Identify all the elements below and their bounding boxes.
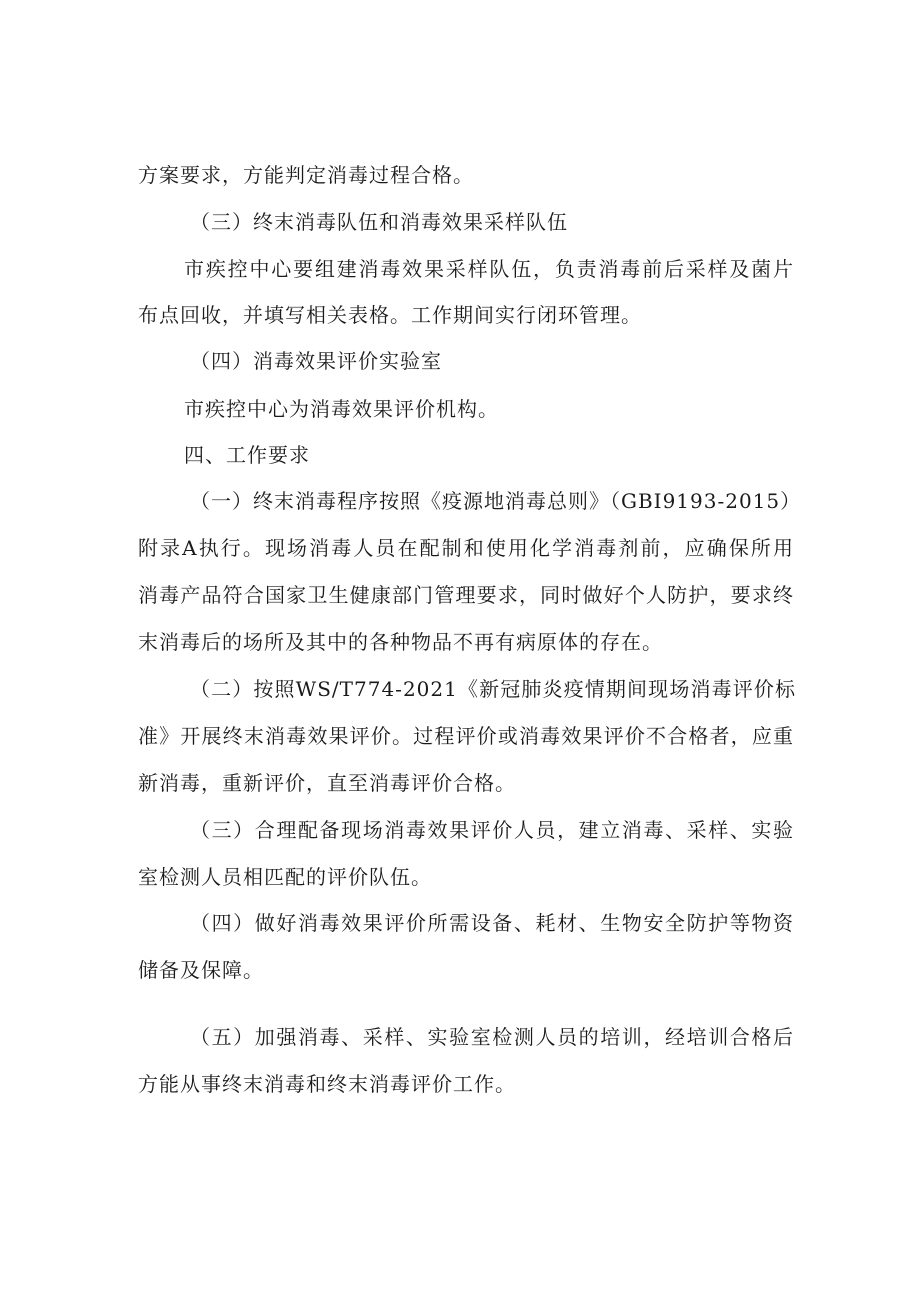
text-line: （三）合理配备现场消毒效果评价人员，建立消毒、采样、实验 <box>190 818 794 842</box>
text-line: 准》开展终末消毒效果评价。过程评价或消毒效果评价不合格者，应重 <box>138 724 794 748</box>
chapter-heading: 四、工作要求 <box>184 443 310 467</box>
text-line: 附录A执行。现场消毒人员在配制和使用化学消毒剂前，应确保所用 <box>138 536 794 560</box>
text-line: 方能从事终末消毒和终末消毒评价工作。 <box>138 1072 516 1096</box>
text-line: 末消毒后的场所及其中的各种物品不再有病原体的存在。 <box>138 630 663 654</box>
section-heading: （三）终末消毒队伍和消毒效果采样队伍 <box>190 210 568 234</box>
text-line: （四）做好消毒效果评价所需设备、耗材、生物安全防护等物资 <box>190 911 794 935</box>
text-line: 方案要求，方能判定消毒过程合格。 <box>138 163 474 187</box>
text-line: 室检测人员相匹配的评价队伍。 <box>138 865 432 889</box>
text-line: （五）加强消毒、采样、实验室检测人员的培训，经培训合格后 <box>190 1025 794 1049</box>
text-line: 储备及保障。 <box>138 958 264 982</box>
text-line: （一）终末消毒程序按照《疫源地消毒总则》（GBI9193-2015） <box>190 489 802 513</box>
text-line: 布点回收，并填写相关表格。工作期间实行闭环管理。 <box>138 303 642 327</box>
text-line: 市疾控中心为消毒效果评价机构。 <box>184 397 499 421</box>
text-line: 消毒产品符合国家卫生健康部门管理要求，同时做好个人防护，要求终 <box>138 583 794 607</box>
text-line: （二）按照WS/T774-2021《新冠肺炎疫情期间现场消毒评价标 <box>190 677 796 701</box>
section-heading: （四）消毒效果评价实验室 <box>190 349 442 373</box>
text-line: 新消毒，重新评价，直至消毒评价合格。 <box>138 771 516 795</box>
text-line: 市疾控中心要组建消毒效果采样队伍，负责消毒前后采样及菌片 <box>184 257 794 281</box>
